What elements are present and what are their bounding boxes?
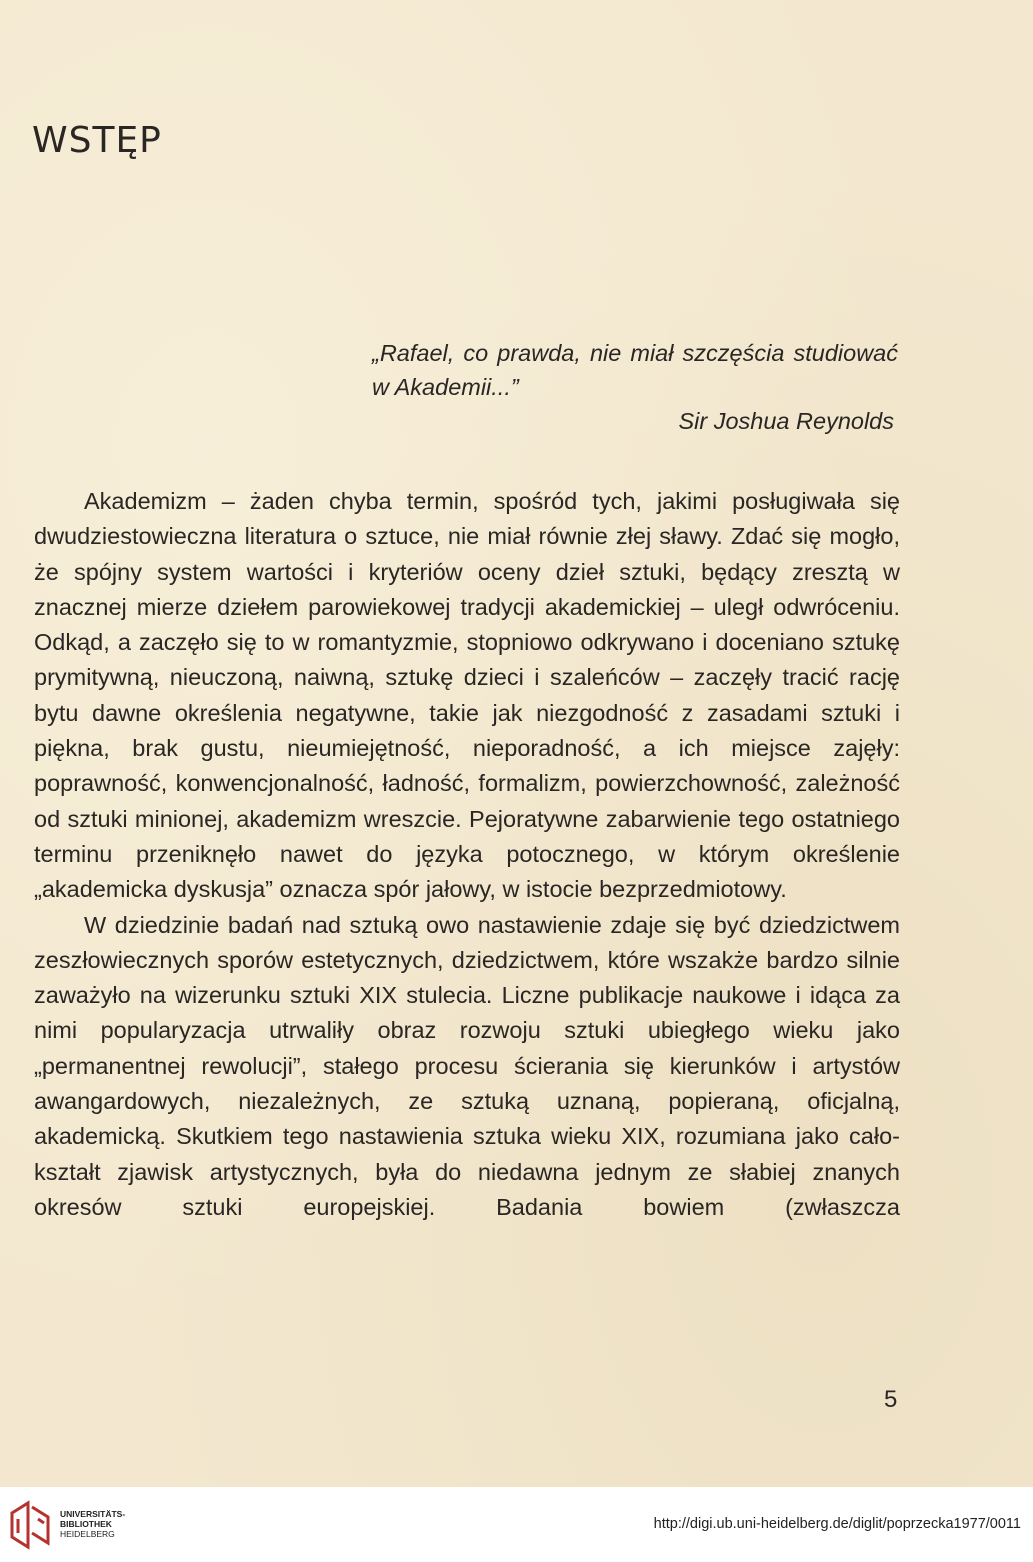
- footer-bar: [0, 1487, 1033, 1562]
- epigraph-quote: „Rafael, co prawda, nie miał szczęścia studiować w Akademii...”: [372, 340, 898, 400]
- body-text: [34, 484, 900, 1225]
- library-name: [60, 1509, 125, 1539]
- library-logo-icon: [8, 1499, 52, 1551]
- paragraph: W dziedzinie badań nad sztuką owo nastawienie zdaje się być dziedzictwem zeszłowiecznych sporów estetycznych, dziedzictwem, które wszakże bardzo silnie zaważyło na wizerunku sztuki XIX stulecia. Liczne publikacje naukowe i idąca za nimi popularyzacja utrwaliły obraz rozwoju sztuki ubiegłego wieku jako „permanentnej rewolucji”, stałego procesu ścierania się kierunków i artystów awangardowych, niezależnych, ze sztuką uznaną, popieraną, oficjalną, akademicką. Skutkiem tego nastawienia sztuka wieku XIX, rozumiana jako całokształt zjawisk artystycznych, była do niedawna jednym ze słabiej znanych okresów sztuki europejskiej. Badania bowiem (zwłaszcza: [34, 911, 900, 1220]
- library-name-line: BIBLIOTHEK: [60, 1519, 112, 1529]
- chapter-heading: WSTĘP: [32, 120, 162, 161]
- paragraph: Akademizm – żaden chyba termin, spośród tych, jakimi posługiwała się dwudziestowieczna literatura o sztuce, nie miał równie złej sławy. Zdać się mogło, że spójny system wartości i kryteriów oceny dzieł sztuki, będący zresztą w znacznej mierze dziełem parowiekowej tradycji akademickiej – uległ odwróceniu. Odkąd, a zaczęło się to w romantyzmie, stopniowo odkrywano i doceniano sztukę prymitywną, nieuczoną, naiwną, sztukę dzieci i szaleńców – zaczęły tracić rację bytu dawne określenia negatywne, takie jak niezgodność z zasadami sztuki i piękna, brak gustu, nieumiejętność, nieporadność, a ich miejsce zajęły: poprawność, konwencjonalność, ładność, formalizm, powierzchowność, zależność od sztuki minionej, akademizm wreszcie. Pejoratywne zabarwienie tego ostatniego terminu przeniknęło nawet do języka potocznego, w którym określenie „akademicka dyskusja” oznacza spór jałowy, w istocie bezprzedmiotowy.: [34, 488, 900, 903]
- epigraph: [372, 336, 898, 438]
- permalink-url[interactable]: http://digi.ub.uni-heidelberg.de/diglit/poprzecka1977/0011: [653, 1516, 1021, 1532]
- library-name-line: UNIVERSITÄTS-: [60, 1509, 126, 1519]
- page-number: 5: [884, 1386, 898, 1413]
- library-name-line: HEIDELBERG: [60, 1529, 115, 1539]
- epigraph-author: Sir Joshua Reynolds: [678, 408, 894, 434]
